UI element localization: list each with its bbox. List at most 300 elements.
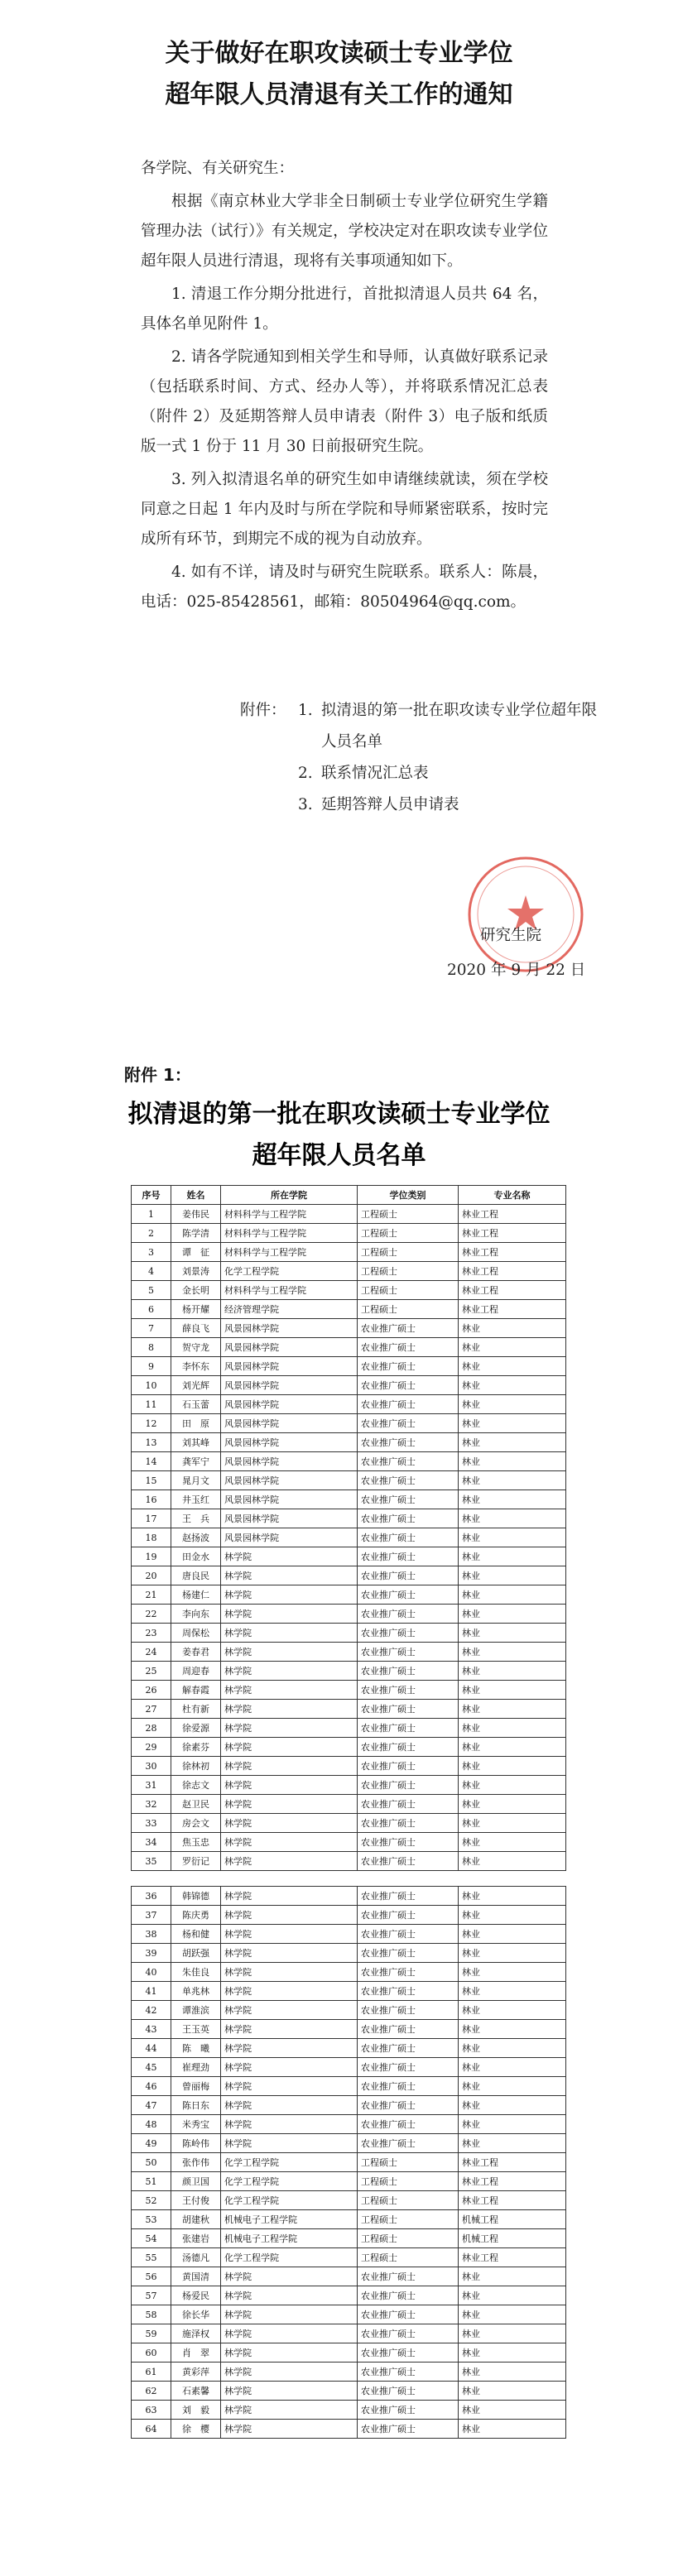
table-header-row bbox=[132, 1186, 566, 1205]
table-row bbox=[132, 2229, 566, 2248]
cell-major: 林业 bbox=[459, 2134, 566, 2153]
cell-dept: 化学工程学院 bbox=[221, 2153, 358, 2172]
cell-no: 55 bbox=[132, 2248, 171, 2267]
table-row bbox=[132, 1376, 566, 1395]
cell-major: 林业 bbox=[459, 1624, 566, 1643]
cell-name: 金长明 bbox=[171, 1281, 221, 1300]
table-row bbox=[132, 1757, 566, 1776]
roster-table-part-1 bbox=[131, 1185, 566, 1871]
cell-no: 9 bbox=[132, 1357, 171, 1376]
cell-degree: 农业推广硕士 bbox=[358, 1471, 459, 1490]
table-row bbox=[132, 1205, 566, 1224]
cell-name: 姜伟民 bbox=[171, 1205, 221, 1224]
cell-dept: 林学院 bbox=[221, 1963, 358, 1982]
cell-dept: 林学院 bbox=[221, 2039, 358, 2058]
cell-no: 41 bbox=[132, 1982, 171, 2001]
table-row bbox=[132, 1262, 566, 1281]
cell-no: 24 bbox=[132, 1643, 171, 1662]
cell-dept: 风景园林学院 bbox=[221, 1338, 358, 1357]
cell-degree: 农业推广硕士 bbox=[358, 2267, 459, 2286]
cell-major: 林业 bbox=[459, 1319, 566, 1338]
cell-no: 6 bbox=[132, 1300, 171, 1319]
cell-no: 7 bbox=[132, 1319, 171, 1338]
cell-degree: 农业推广硕士 bbox=[358, 1528, 459, 1547]
cell-no: 57 bbox=[132, 2286, 171, 2305]
roster-body-part-2 bbox=[132, 1887, 566, 2439]
cell-major: 林业 bbox=[459, 1852, 566, 1871]
table-row bbox=[132, 2267, 566, 2286]
cell-degree: 农业推广硕士 bbox=[358, 1319, 459, 1338]
signature-block bbox=[430, 919, 662, 988]
cell-no: 29 bbox=[132, 1738, 171, 1757]
cell-no: 40 bbox=[132, 1963, 171, 1982]
cell-degree: 农业推广硕士 bbox=[358, 2363, 459, 2382]
cell-degree: 农业推广硕士 bbox=[358, 1605, 459, 1624]
table-row bbox=[132, 2286, 566, 2305]
attachment-number: 1. bbox=[298, 702, 313, 719]
cell-degree: 农业推广硕士 bbox=[358, 2286, 459, 2305]
cell-major: 林业 bbox=[459, 1547, 566, 1566]
cell-dept: 林学院 bbox=[221, 2020, 358, 2039]
cell-major: 林业 bbox=[459, 2420, 566, 2439]
cell-name: 米秀宝 bbox=[171, 2115, 221, 2134]
cell-dept: 林学院 bbox=[221, 1681, 358, 1700]
attachment-text: 延期答辩人员申请表 bbox=[321, 796, 459, 813]
cell-degree: 农业推广硕士 bbox=[358, 1833, 459, 1852]
cell-major: 林业工程 bbox=[459, 2191, 566, 2210]
cell-no: 44 bbox=[132, 2039, 171, 2058]
cell-no: 63 bbox=[132, 2401, 171, 2420]
cell-dept: 林学院 bbox=[221, 1585, 358, 1605]
paragraph-intro: 根据《南京林业大学非全日制硕士专业学位研究生学籍管理办法（试行）》有关规定，学校决定对在职攻读专业学位超年限人员进行清退，现将有关事项通知如下。 bbox=[141, 193, 548, 270]
cell-degree: 农业推广硕士 bbox=[358, 1982, 459, 2001]
cell-name: 徐爱源 bbox=[171, 1719, 221, 1738]
cell-dept: 林学院 bbox=[221, 1757, 358, 1776]
cell-dept: 林学院 bbox=[221, 1925, 358, 1944]
cell-no: 23 bbox=[132, 1624, 171, 1643]
header-degree: 学位类别 bbox=[358, 1186, 459, 1205]
cell-dept: 机械电子工程学院 bbox=[221, 2210, 358, 2229]
cell-dept: 风景园林学院 bbox=[221, 1357, 358, 1376]
table-row bbox=[132, 1719, 566, 1738]
cell-no: 16 bbox=[132, 1490, 171, 1509]
cell-degree: 农业推广硕士 bbox=[358, 1852, 459, 1871]
table-row bbox=[132, 1224, 566, 1243]
cell-degree: 农业推广硕士 bbox=[358, 1566, 459, 1585]
table-row bbox=[132, 1814, 566, 1833]
cell-degree: 工程硕士 bbox=[358, 1224, 459, 1243]
signer-org: 研究生院 bbox=[480, 927, 542, 944]
cell-no: 50 bbox=[132, 2153, 171, 2172]
cell-degree: 农业推广硕士 bbox=[358, 1719, 459, 1738]
cell-dept: 材料科学与工程学院 bbox=[221, 1205, 358, 1224]
cell-name: 刘景涛 bbox=[171, 1262, 221, 1281]
attachments-lead: 附件： bbox=[240, 702, 286, 719]
cell-no: 37 bbox=[132, 1906, 171, 1925]
cell-degree: 农业推广硕士 bbox=[358, 1944, 459, 1963]
cell-no: 20 bbox=[132, 1566, 171, 1585]
cell-major: 林业 bbox=[459, 2267, 566, 2286]
paragraph-item-2: 2. 请各学院通知到相关学生和导师，认真做好联系记录（包括联系时间、方式、经办人等），并将联系情况汇总表（附件 2）及延期答辩人员申请表（附件 3）电子版和纸质版一式 1 份于 11 月 30 日前报研究生院。 bbox=[141, 348, 548, 455]
table-row bbox=[132, 1906, 566, 1925]
cell-no: 21 bbox=[132, 1585, 171, 1605]
table-row bbox=[132, 2134, 566, 2153]
cell-name: 石素馨 bbox=[171, 2382, 221, 2401]
table-row bbox=[132, 1243, 566, 1262]
cell-major: 林业 bbox=[459, 1944, 566, 1963]
cell-name: 焦玉忠 bbox=[171, 1833, 221, 1852]
table-row bbox=[132, 1833, 566, 1852]
cell-degree: 农业推广硕士 bbox=[358, 2001, 459, 2020]
cell-no: 60 bbox=[132, 2343, 171, 2363]
table-row bbox=[132, 2096, 566, 2115]
cell-degree: 农业推广硕士 bbox=[358, 1662, 459, 1681]
table-row bbox=[132, 2420, 566, 2439]
table-row bbox=[132, 1509, 566, 1528]
cell-degree: 农业推广硕士 bbox=[358, 1547, 459, 1566]
table-row bbox=[132, 2153, 566, 2172]
cell-degree: 农业推广硕士 bbox=[358, 1585, 459, 1605]
cell-name: 王付俊 bbox=[171, 2191, 221, 2210]
cell-no: 59 bbox=[132, 2324, 171, 2343]
cell-name: 汤德凡 bbox=[171, 2248, 221, 2267]
cell-dept: 林学院 bbox=[221, 1624, 358, 1643]
table-row bbox=[132, 1852, 566, 1871]
notice-title bbox=[0, 33, 678, 116]
cell-major: 林业 bbox=[459, 1566, 566, 1585]
cell-no: 5 bbox=[132, 1281, 171, 1300]
cell-dept: 林学院 bbox=[221, 2286, 358, 2305]
cell-degree: 农业推广硕士 bbox=[358, 1395, 459, 1414]
cell-major: 林业 bbox=[459, 1662, 566, 1681]
cell-dept: 林学院 bbox=[221, 1662, 358, 1681]
header-no: 序号 bbox=[132, 1186, 171, 1205]
cell-degree: 农业推广硕士 bbox=[358, 1414, 459, 1433]
cell-dept: 林学院 bbox=[221, 2305, 358, 2324]
cell-no: 53 bbox=[132, 2210, 171, 2229]
notice-title-line-2: 超年限人员清退有关工作的通知 bbox=[165, 80, 513, 109]
cell-name: 田金水 bbox=[171, 1547, 221, 1566]
cell-no: 38 bbox=[132, 1925, 171, 1944]
cell-dept: 风景园林学院 bbox=[221, 1414, 358, 1433]
cell-degree: 工程硕士 bbox=[358, 2229, 459, 2248]
cell-dept: 风景园林学院 bbox=[221, 1395, 358, 1414]
cell-name: 李怀东 bbox=[171, 1357, 221, 1376]
cell-name: 肖 翠 bbox=[171, 2343, 221, 2363]
cell-major: 林业 bbox=[459, 1982, 566, 2001]
cell-major: 林业 bbox=[459, 2382, 566, 2401]
table-row bbox=[132, 2020, 566, 2039]
cell-name: 杨和健 bbox=[171, 1925, 221, 1944]
cell-major: 林业 bbox=[459, 1376, 566, 1395]
cell-major: 林业 bbox=[459, 2401, 566, 2420]
table-row bbox=[132, 1662, 566, 1681]
table-row bbox=[132, 1982, 566, 2001]
cell-major: 林业 bbox=[459, 1471, 566, 1490]
cell-degree: 农业推广硕士 bbox=[358, 1376, 459, 1395]
cell-name: 杨建仁 bbox=[171, 1585, 221, 1605]
cell-name: 徐长华 bbox=[171, 2305, 221, 2324]
attachment-number: 2. bbox=[298, 765, 313, 782]
appendix-label: 附件 1： bbox=[124, 1065, 191, 1085]
salutation: 各学院、有关研究生： bbox=[141, 160, 295, 177]
cell-no: 39 bbox=[132, 1944, 171, 1963]
table-row bbox=[132, 2001, 566, 2020]
table-row bbox=[132, 1624, 566, 1643]
cell-dept: 林学院 bbox=[221, 2343, 358, 2363]
cell-degree: 农业推广硕士 bbox=[358, 1681, 459, 1700]
table-row bbox=[132, 1738, 566, 1757]
cell-name: 胡跃强 bbox=[171, 1944, 221, 1963]
table-row bbox=[132, 1963, 566, 1982]
table-row bbox=[132, 1414, 566, 1433]
cell-name: 胡建秋 bbox=[171, 2210, 221, 2229]
cell-degree: 农业推广硕士 bbox=[358, 2134, 459, 2153]
cell-major: 林业 bbox=[459, 1452, 566, 1471]
cell-name: 徐素芬 bbox=[171, 1738, 221, 1757]
table-row bbox=[132, 1357, 566, 1376]
cell-major: 林业工程 bbox=[459, 1205, 566, 1224]
table-row bbox=[132, 1300, 566, 1319]
cell-degree: 农业推广硕士 bbox=[358, 1357, 459, 1376]
cell-major: 林业 bbox=[459, 1814, 566, 1833]
cell-no: 49 bbox=[132, 2134, 171, 2153]
cell-major: 机械工程 bbox=[459, 2210, 566, 2229]
cell-name: 陈岭伟 bbox=[171, 2134, 221, 2153]
cell-dept: 化学工程学院 bbox=[221, 1262, 358, 1281]
cell-major: 林业 bbox=[459, 1605, 566, 1624]
table-row bbox=[132, 2210, 566, 2229]
table-row bbox=[132, 1925, 566, 1944]
table-row bbox=[132, 2324, 566, 2343]
cell-degree: 工程硕士 bbox=[358, 2172, 459, 2191]
cell-name: 罗衍记 bbox=[171, 1852, 221, 1871]
cell-dept: 风景园林学院 bbox=[221, 1471, 358, 1490]
cell-dept: 林学院 bbox=[221, 1605, 358, 1624]
cell-dept: 林学院 bbox=[221, 1982, 358, 2001]
cell-dept: 风景园林学院 bbox=[221, 1433, 358, 1452]
table-row bbox=[132, 2401, 566, 2420]
cell-major: 林业工程 bbox=[459, 1281, 566, 1300]
cell-no: 15 bbox=[132, 1471, 171, 1490]
cell-degree: 工程硕士 bbox=[358, 2191, 459, 2210]
cell-dept: 风景园林学院 bbox=[221, 1528, 358, 1547]
table-row bbox=[132, 1585, 566, 1605]
cell-major: 林业 bbox=[459, 1719, 566, 1738]
table-row bbox=[132, 1528, 566, 1547]
cell-name: 杜有新 bbox=[171, 1700, 221, 1719]
cell-degree: 农业推广硕士 bbox=[358, 2058, 459, 2077]
cell-dept: 林学院 bbox=[221, 1795, 358, 1814]
cell-degree: 工程硕士 bbox=[358, 1281, 459, 1300]
cell-degree: 农业推广硕士 bbox=[358, 2401, 459, 2420]
cell-no: 19 bbox=[132, 1547, 171, 1566]
cell-dept: 材料科学与工程学院 bbox=[221, 1281, 358, 1300]
cell-name: 王 兵 bbox=[171, 1509, 221, 1528]
cell-no: 1 bbox=[132, 1205, 171, 1224]
cell-degree: 农业推广硕士 bbox=[358, 1643, 459, 1662]
cell-name: 贺守龙 bbox=[171, 1338, 221, 1357]
cell-no: 27 bbox=[132, 1700, 171, 1719]
table-row bbox=[132, 2382, 566, 2401]
cell-dept: 风景园林学院 bbox=[221, 1490, 358, 1509]
cell-major: 林业 bbox=[459, 1833, 566, 1852]
cell-dept: 风景园林学院 bbox=[221, 1376, 358, 1395]
cell-dept: 机械电子工程学院 bbox=[221, 2229, 358, 2248]
notice-body bbox=[141, 154, 548, 621]
table-row bbox=[132, 1776, 566, 1795]
cell-dept: 林学院 bbox=[221, 2324, 358, 2343]
cell-major: 林业工程 bbox=[459, 1262, 566, 1281]
cell-dept: 林学院 bbox=[221, 1643, 358, 1662]
cell-degree: 农业推广硕士 bbox=[358, 1433, 459, 1452]
cell-name: 周迎春 bbox=[171, 1662, 221, 1681]
cell-dept: 林学院 bbox=[221, 2363, 358, 2382]
cell-name: 井玉红 bbox=[171, 1490, 221, 1509]
cell-degree: 农业推广硕士 bbox=[358, 2115, 459, 2134]
table-row bbox=[132, 2058, 566, 2077]
cell-dept: 风景园林学院 bbox=[221, 1509, 358, 1528]
cell-degree: 农业推广硕士 bbox=[358, 1490, 459, 1509]
cell-no: 61 bbox=[132, 2363, 171, 2382]
cell-major: 林业 bbox=[459, 1963, 566, 1982]
table-row bbox=[132, 1566, 566, 1585]
cell-no: 11 bbox=[132, 1395, 171, 1414]
cell-degree: 农业推广硕士 bbox=[358, 1925, 459, 1944]
table-row bbox=[132, 1319, 566, 1338]
cell-dept: 材料科学与工程学院 bbox=[221, 1224, 358, 1243]
cell-degree: 农业推广硕士 bbox=[358, 2382, 459, 2401]
cell-no: 46 bbox=[132, 2077, 171, 2096]
cell-degree: 工程硕士 bbox=[358, 2248, 459, 2267]
table-row bbox=[132, 2248, 566, 2267]
cell-no: 43 bbox=[132, 2020, 171, 2039]
attachments-list bbox=[240, 695, 604, 821]
cell-dept: 林学院 bbox=[221, 1700, 358, 1719]
cell-name: 朱佳良 bbox=[171, 1963, 221, 1982]
attachment-number: 3. bbox=[298, 796, 313, 813]
table-row bbox=[132, 1547, 566, 1566]
cell-name: 张作伟 bbox=[171, 2153, 221, 2172]
cell-major: 林业 bbox=[459, 1357, 566, 1376]
table-row bbox=[132, 1681, 566, 1700]
roster-table-part-2 bbox=[131, 1886, 566, 2439]
cell-degree: 工程硕士 bbox=[358, 1243, 459, 1262]
cell-no: 35 bbox=[132, 1852, 171, 1871]
cell-major: 林业工程 bbox=[459, 2153, 566, 2172]
cell-degree: 农业推广硕士 bbox=[358, 1738, 459, 1757]
header-dept: 所在学院 bbox=[221, 1186, 358, 1205]
cell-no: 47 bbox=[132, 2096, 171, 2115]
cell-name: 田 原 bbox=[171, 1414, 221, 1433]
cell-no: 4 bbox=[132, 1262, 171, 1281]
cell-no: 8 bbox=[132, 1338, 171, 1357]
cell-no: 52 bbox=[132, 2191, 171, 2210]
cell-major: 林业 bbox=[459, 1528, 566, 1547]
cell-dept: 林学院 bbox=[221, 1944, 358, 1963]
cell-major: 林业 bbox=[459, 2020, 566, 2039]
cell-name: 刘 毅 bbox=[171, 2401, 221, 2420]
cell-name: 谭 征 bbox=[171, 1243, 221, 1262]
list-title-line-2: 超年限人员名单 bbox=[252, 1141, 426, 1170]
attachment-item bbox=[240, 758, 604, 789]
cell-major: 林业工程 bbox=[459, 1300, 566, 1319]
cell-no: 13 bbox=[132, 1433, 171, 1452]
cell-major: 林业 bbox=[459, 1395, 566, 1414]
cell-major: 林业 bbox=[459, 1585, 566, 1605]
cell-dept: 林学院 bbox=[221, 2267, 358, 2286]
cell-name: 陈学清 bbox=[171, 1224, 221, 1243]
table-row bbox=[132, 2077, 566, 2096]
cell-major: 机械工程 bbox=[459, 2229, 566, 2248]
cell-degree: 农业推广硕士 bbox=[358, 1887, 459, 1906]
cell-major: 林业 bbox=[459, 2305, 566, 2324]
header-major: 专业名称 bbox=[459, 1186, 566, 1205]
cell-no: 62 bbox=[132, 2382, 171, 2401]
cell-no: 28 bbox=[132, 1719, 171, 1738]
table-row bbox=[132, 1471, 566, 1490]
cell-degree: 农业推广硕士 bbox=[358, 2324, 459, 2343]
cell-degree: 农业推广硕士 bbox=[358, 1624, 459, 1643]
cell-no: 30 bbox=[132, 1757, 171, 1776]
cell-no: 26 bbox=[132, 1681, 171, 1700]
cell-no: 10 bbox=[132, 1376, 171, 1395]
cell-major: 林业 bbox=[459, 2343, 566, 2363]
table-row bbox=[132, 1643, 566, 1662]
cell-degree: 农业推广硕士 bbox=[358, 1963, 459, 1982]
cell-name: 曾丽梅 bbox=[171, 2077, 221, 2096]
table-row bbox=[132, 2115, 566, 2134]
cell-name: 刘其峰 bbox=[171, 1433, 221, 1452]
notice-title-line-1: 关于做好在职攻读硕士专业学位 bbox=[165, 39, 513, 68]
cell-degree: 农业推广硕士 bbox=[358, 2039, 459, 2058]
cell-degree: 农业推广硕士 bbox=[358, 2420, 459, 2439]
table-row bbox=[132, 1281, 566, 1300]
cell-major: 林业 bbox=[459, 2363, 566, 2382]
table-row bbox=[132, 2305, 566, 2324]
cell-degree: 工程硕士 bbox=[358, 1300, 459, 1319]
cell-name: 陈日东 bbox=[171, 2096, 221, 2115]
cell-dept: 林学院 bbox=[221, 1566, 358, 1585]
cell-name: 姜春君 bbox=[171, 1643, 221, 1662]
cell-degree: 农业推广硕士 bbox=[358, 2096, 459, 2115]
cell-major: 林业 bbox=[459, 1795, 566, 1814]
cell-no: 14 bbox=[132, 1452, 171, 1471]
cell-dept: 林学院 bbox=[221, 2115, 358, 2134]
cell-dept: 林学院 bbox=[221, 1776, 358, 1795]
cell-degree: 农业推广硕士 bbox=[358, 1814, 459, 1833]
cell-name: 施泽权 bbox=[171, 2324, 221, 2343]
cell-major: 林业 bbox=[459, 1643, 566, 1662]
cell-major: 林业 bbox=[459, 2058, 566, 2077]
attachment-text: 联系情况汇总表 bbox=[321, 765, 429, 782]
cell-dept: 林学院 bbox=[221, 2096, 358, 2115]
cell-no: 3 bbox=[132, 1243, 171, 1262]
cell-dept: 林学院 bbox=[221, 1738, 358, 1757]
cell-degree: 农业推广硕士 bbox=[358, 1509, 459, 1528]
cell-major: 林业 bbox=[459, 2001, 566, 2020]
cell-dept: 林学院 bbox=[221, 2058, 358, 2077]
cell-name: 陈 曦 bbox=[171, 2039, 221, 2058]
table-row bbox=[132, 1887, 566, 1906]
cell-major: 林业 bbox=[459, 1906, 566, 1925]
cell-degree: 工程硕士 bbox=[358, 1205, 459, 1224]
cell-major: 林业 bbox=[459, 1887, 566, 1906]
table-row bbox=[132, 1490, 566, 1509]
attachment-text: 拟清退的第一批在职攻读专业学位超年限人员名单 bbox=[321, 702, 598, 751]
cell-name: 石玉蕾 bbox=[171, 1395, 221, 1414]
cell-name: 薛良飞 bbox=[171, 1319, 221, 1338]
